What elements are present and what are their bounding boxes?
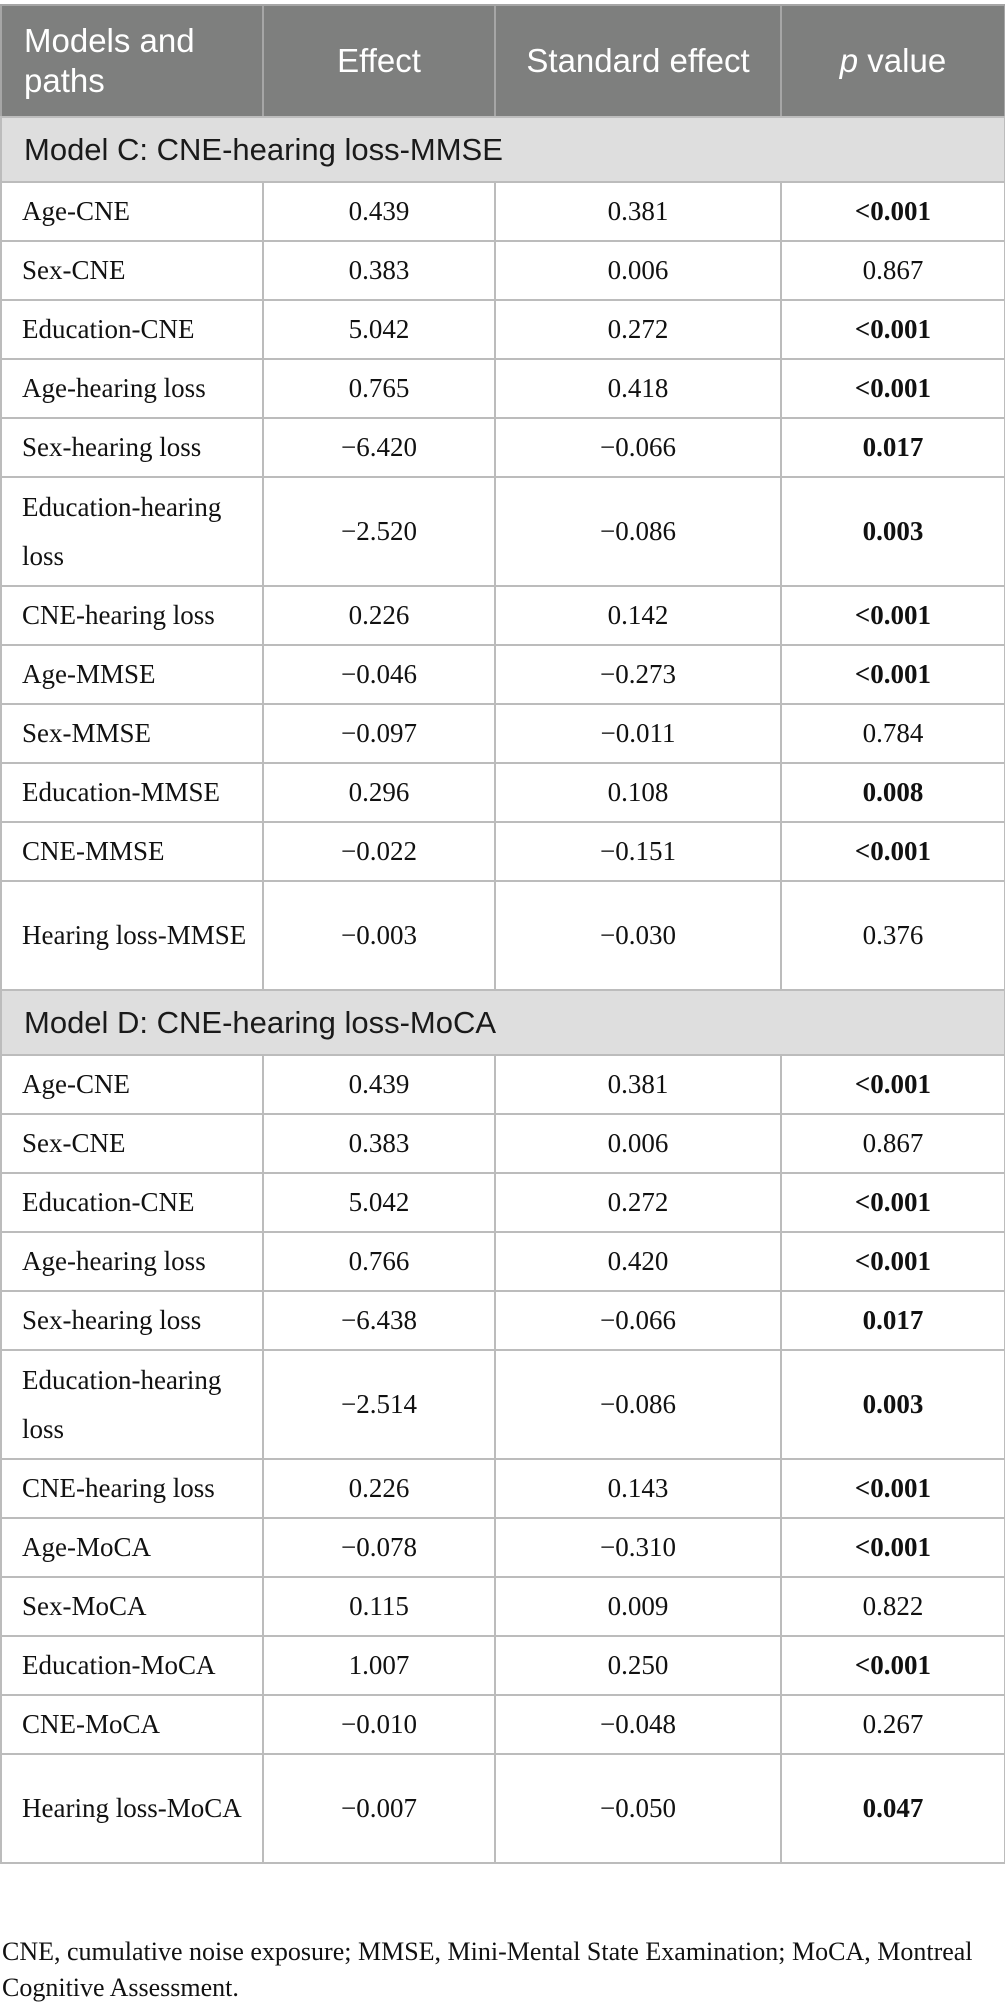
table-row <box>1 182 1005 241</box>
path-cell: Education-hearing loss <box>1 477 263 586</box>
table-row <box>1 1754 1005 1863</box>
table-row <box>1 1055 1005 1114</box>
header-p-value-label: value <box>858 42 947 79</box>
standard-effect-cell: −0.030 <box>495 881 781 990</box>
path-cell: Age-CNE <box>1 182 263 241</box>
path-cell: Age-CNE <box>1 1055 263 1114</box>
p-value-cell: 0.867 <box>781 1114 1005 1173</box>
p-value-cell: <0.001 <box>781 1055 1005 1114</box>
path-cell: Sex-CNE <box>1 1114 263 1173</box>
table-row <box>1 1636 1005 1695</box>
p-value-cell: <0.001 <box>781 1518 1005 1577</box>
header-models-and-paths: Models and paths <box>1 5 263 117</box>
table-header <box>1 5 1005 117</box>
p-value-cell: <0.001 <box>781 822 1005 881</box>
standard-effect-cell: 0.143 <box>495 1459 781 1518</box>
p-value-cell: 0.017 <box>781 1291 1005 1350</box>
effect-cell: −0.097 <box>263 704 495 763</box>
path-cell: Sex-MMSE <box>1 704 263 763</box>
path-cell: Sex-MoCA <box>1 1577 263 1636</box>
path-cell: CNE-hearing loss <box>1 1459 263 1518</box>
effect-cell: −0.003 <box>263 881 495 990</box>
path-cell: CNE-MoCA <box>1 1695 263 1754</box>
table-row <box>1 241 1005 300</box>
standard-effect-cell: −0.151 <box>495 822 781 881</box>
path-cell: Education-MMSE <box>1 763 263 822</box>
header-effect: Effect <box>263 5 495 117</box>
effect-cell: −0.010 <box>263 1695 495 1754</box>
header-standard-effect: Standard effect <box>495 5 781 117</box>
effect-cell: 5.042 <box>263 300 495 359</box>
p-value-cell: 0.003 <box>781 1350 1005 1459</box>
section-header-row <box>1 117 1005 182</box>
effect-cell: −2.514 <box>263 1350 495 1459</box>
p-value-cell: 0.784 <box>781 704 1005 763</box>
section-title: Model C: CNE-hearing loss-MMSE <box>1 117 1005 182</box>
p-value-cell: <0.001 <box>781 1173 1005 1232</box>
effect-cell: 0.383 <box>263 241 495 300</box>
path-cell: CNE-hearing loss <box>1 586 263 645</box>
p-value-cell: <0.001 <box>781 359 1005 418</box>
p-value-cell: <0.001 <box>781 182 1005 241</box>
table-row <box>1 300 1005 359</box>
standard-effect-cell: 0.250 <box>495 1636 781 1695</box>
p-value-cell: <0.001 <box>781 1232 1005 1291</box>
path-cell: Education-CNE <box>1 300 263 359</box>
effect-cell: 5.042 <box>263 1173 495 1232</box>
effect-cell: 0.439 <box>263 1055 495 1114</box>
table-row <box>1 645 1005 704</box>
table-row <box>1 881 1005 990</box>
table-row <box>1 763 1005 822</box>
path-cell: Age-hearing loss <box>1 1232 263 1291</box>
p-value-cell: 0.008 <box>781 763 1005 822</box>
effect-cell: 0.765 <box>263 359 495 418</box>
path-cell: Sex-hearing loss <box>1 418 263 477</box>
standard-effect-cell: −0.310 <box>495 1518 781 1577</box>
section-title: Model D: CNE-hearing loss-MoCA <box>1 990 1005 1055</box>
effect-cell: 0.296 <box>263 763 495 822</box>
p-value-cell: <0.001 <box>781 645 1005 704</box>
effect-cell: −6.438 <box>263 1291 495 1350</box>
p-value-cell: <0.001 <box>781 300 1005 359</box>
table-row <box>1 1291 1005 1350</box>
table-footnote: CNE, cumulative noise exposure; MMSE, Mini-Mental State Examination; MoCA, Montreal Cognitive Assessment. <box>2 1937 973 2002</box>
table-row <box>1 822 1005 881</box>
standard-effect-cell: 0.381 <box>495 182 781 241</box>
path-cell: Sex-hearing loss <box>1 1291 263 1350</box>
effect-cell: 0.226 <box>263 586 495 645</box>
standard-effect-cell: 0.006 <box>495 241 781 300</box>
p-value-cell: 0.267 <box>781 1695 1005 1754</box>
results-table <box>0 4 1005 1864</box>
standard-effect-cell: 0.381 <box>495 1055 781 1114</box>
standard-effect-cell: −0.066 <box>495 1291 781 1350</box>
standard-effect-cell: −0.048 <box>495 1695 781 1754</box>
p-value-cell: <0.001 <box>781 1459 1005 1518</box>
standard-effect-cell: 0.420 <box>495 1232 781 1291</box>
table-row <box>1 1518 1005 1577</box>
standard-effect-cell: 0.142 <box>495 586 781 645</box>
table-row <box>1 1577 1005 1636</box>
table-row <box>1 586 1005 645</box>
path-cell: Education-MoCA <box>1 1636 263 1695</box>
standard-effect-cell: −0.086 <box>495 1350 781 1459</box>
effect-cell: −2.520 <box>263 477 495 586</box>
table-row <box>1 704 1005 763</box>
effect-cell: 1.007 <box>263 1636 495 1695</box>
effect-cell: −6.420 <box>263 418 495 477</box>
effect-cell: −0.046 <box>263 645 495 704</box>
table-row <box>1 1232 1005 1291</box>
standard-effect-cell: −0.011 <box>495 704 781 763</box>
standard-effect-cell: 0.006 <box>495 1114 781 1173</box>
header-row <box>1 5 1005 117</box>
table-row <box>1 1695 1005 1754</box>
path-cell: Hearing loss-MMSE <box>1 881 263 990</box>
p-value-cell: <0.001 <box>781 1636 1005 1695</box>
effect-cell: 0.115 <box>263 1577 495 1636</box>
effect-cell: 0.383 <box>263 1114 495 1173</box>
effect-cell: 0.226 <box>263 1459 495 1518</box>
standard-effect-cell: −0.066 <box>495 418 781 477</box>
standard-effect-cell: 0.108 <box>495 763 781 822</box>
standard-effect-cell: 0.272 <box>495 300 781 359</box>
standard-effect-cell: −0.050 <box>495 1754 781 1863</box>
header-p-symbol: p <box>839 42 859 79</box>
table-row <box>1 359 1005 418</box>
table-row <box>1 1173 1005 1232</box>
path-cell: Sex-CNE <box>1 241 263 300</box>
p-value-cell: 0.003 <box>781 477 1005 586</box>
table-row <box>1 1350 1005 1459</box>
p-value-cell: <0.001 <box>781 586 1005 645</box>
effect-cell: −0.078 <box>263 1518 495 1577</box>
path-cell: Education-CNE <box>1 1173 263 1232</box>
table-body <box>1 117 1005 1863</box>
section-header-row <box>1 990 1005 1055</box>
effect-cell: −0.022 <box>263 822 495 881</box>
table-row <box>1 1459 1005 1518</box>
table-row <box>1 477 1005 586</box>
p-value-cell: 0.047 <box>781 1754 1005 1863</box>
path-cell: CNE-MMSE <box>1 822 263 881</box>
standard-effect-cell: −0.086 <box>495 477 781 586</box>
p-value-cell: 0.017 <box>781 418 1005 477</box>
p-value-cell: 0.376 <box>781 881 1005 990</box>
standard-effect-cell: −0.273 <box>495 645 781 704</box>
effect-cell: 0.766 <box>263 1232 495 1291</box>
effect-cell: 0.439 <box>263 182 495 241</box>
path-cell: Age-MMSE <box>1 645 263 704</box>
p-value-cell: 0.822 <box>781 1577 1005 1636</box>
path-cell: Age-MoCA <box>1 1518 263 1577</box>
standard-effect-cell: 0.272 <box>495 1173 781 1232</box>
table-row <box>1 1114 1005 1173</box>
p-value-cell: 0.867 <box>781 241 1005 300</box>
standard-effect-cell: 0.009 <box>495 1577 781 1636</box>
table-row <box>1 418 1005 477</box>
standard-effect-cell: 0.418 <box>495 359 781 418</box>
effect-cell: −0.007 <box>263 1754 495 1863</box>
header-p-value <box>781 5 1005 117</box>
path-cell: Age-hearing loss <box>1 359 263 418</box>
path-cell: Hearing loss-MoCA <box>1 1754 263 1863</box>
path-cell: Education-hearing loss <box>1 1350 263 1459</box>
